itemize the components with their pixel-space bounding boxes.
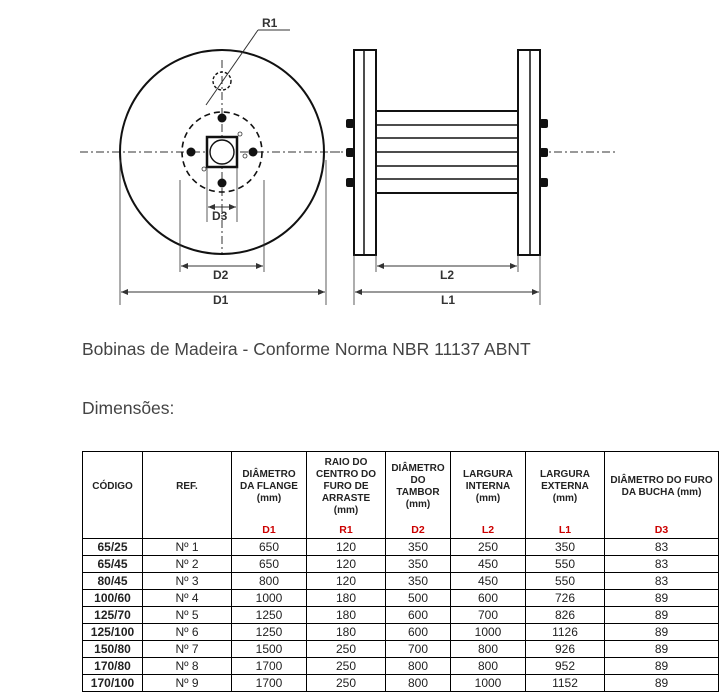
table-units-row bbox=[83, 522, 719, 539]
table-cell: 700 bbox=[451, 607, 526, 624]
table-cell: Nº 2 bbox=[143, 556, 232, 573]
table-row bbox=[83, 539, 719, 556]
unit-cell bbox=[83, 522, 143, 539]
header-diametro-bucha: DIÂMETRO DO FURO DA BUCHA (mm) bbox=[605, 452, 719, 523]
table-cell: Nº 4 bbox=[143, 590, 232, 607]
table-cell: 800 bbox=[386, 675, 451, 692]
header-codigo: CÓDIGO bbox=[83, 452, 143, 523]
table-cell: 1250 bbox=[232, 607, 307, 624]
unit-cell: L1 bbox=[526, 522, 605, 539]
table-cell: Nº 3 bbox=[143, 573, 232, 590]
table-row bbox=[83, 590, 719, 607]
unit-cell: D1 bbox=[232, 522, 307, 539]
table-cell: Nº 7 bbox=[143, 641, 232, 658]
table-cell: 700 bbox=[386, 641, 451, 658]
table-cell: Nº 8 bbox=[143, 658, 232, 675]
table-row bbox=[83, 624, 719, 641]
unit-cell: D2 bbox=[386, 522, 451, 539]
table-cell: 450 bbox=[451, 556, 526, 573]
page-title: Bobinas de Madeira - Conforme Norma NBR 11137 ABNT bbox=[82, 339, 531, 359]
table-cell: Nº 1 bbox=[143, 539, 232, 556]
table-cell: 1126 bbox=[526, 624, 605, 641]
code-cell: 125/70 bbox=[83, 607, 143, 624]
code-cell: 125/100 bbox=[83, 624, 143, 641]
table-header-row bbox=[83, 452, 719, 523]
table-row bbox=[83, 641, 719, 658]
bolt-bottom bbox=[218, 179, 227, 188]
table-cell: 1700 bbox=[232, 658, 307, 675]
table-cell: 926 bbox=[526, 641, 605, 658]
header-ref: REF. bbox=[143, 452, 232, 523]
table-cell: 1500 bbox=[232, 641, 307, 658]
label-l1: L1 bbox=[441, 293, 456, 307]
table-cell: 826 bbox=[526, 607, 605, 624]
table-row bbox=[83, 573, 719, 590]
code-cell: 100/60 bbox=[83, 590, 143, 607]
label-d3: D3 bbox=[212, 209, 228, 223]
label-r1: R1 bbox=[262, 16, 278, 30]
right-flange-outer bbox=[518, 50, 540, 255]
header-diametro-flange: DIÂMETRO DA FLANGE (mm) bbox=[232, 452, 307, 523]
table-cell: Nº 6 bbox=[143, 624, 232, 641]
table-cell: 89 bbox=[605, 658, 719, 675]
table-cell: 1152 bbox=[526, 675, 605, 692]
table-cell: 89 bbox=[605, 675, 719, 692]
table-cell: 350 bbox=[386, 539, 451, 556]
table-cell: 350 bbox=[526, 539, 605, 556]
table-cell: 800 bbox=[451, 641, 526, 658]
table-cell: 120 bbox=[307, 573, 386, 590]
table-cell: 726 bbox=[526, 590, 605, 607]
table-cell: 1000 bbox=[451, 624, 526, 641]
table-cell: 1000 bbox=[232, 590, 307, 607]
table-cell: 952 bbox=[526, 658, 605, 675]
table-cell: 600 bbox=[386, 607, 451, 624]
label-d2: D2 bbox=[213, 268, 229, 282]
table-cell: 1250 bbox=[232, 624, 307, 641]
code-cell: 80/45 bbox=[83, 573, 143, 590]
dimensions-table bbox=[82, 451, 719, 692]
dimensions-heading: Dimensões: bbox=[82, 398, 175, 418]
table-cell: 250 bbox=[307, 658, 386, 675]
table-cell: 450 bbox=[451, 573, 526, 590]
table-cell: 89 bbox=[605, 590, 719, 607]
bolt-left bbox=[187, 148, 196, 157]
table-cell: 800 bbox=[451, 658, 526, 675]
table-cell: 650 bbox=[232, 539, 307, 556]
table-cell: 250 bbox=[307, 641, 386, 658]
header-diametro-tambor: DIÂMETRO DO TAMBOR (mm) bbox=[386, 452, 451, 523]
table-cell: 89 bbox=[605, 607, 719, 624]
label-d1: D1 bbox=[213, 293, 229, 307]
table-row bbox=[83, 658, 719, 675]
table-cell: 120 bbox=[307, 539, 386, 556]
label-l2: L2 bbox=[440, 268, 455, 282]
header-largura-interna: LARGURA INTERNA (mm) bbox=[451, 452, 526, 523]
bolt-top bbox=[218, 114, 227, 123]
table-cell: 89 bbox=[605, 641, 719, 658]
unit-cell: R1 bbox=[307, 522, 386, 539]
table-cell: 1700 bbox=[232, 675, 307, 692]
table-cell: 550 bbox=[526, 573, 605, 590]
side-view bbox=[330, 50, 615, 307]
table-cell: 180 bbox=[307, 590, 386, 607]
table-cell: 120 bbox=[307, 556, 386, 573]
table-cell: 83 bbox=[605, 573, 719, 590]
table-cell: 250 bbox=[451, 539, 526, 556]
reel-technical-drawing bbox=[0, 0, 722, 315]
unit-cell bbox=[143, 522, 232, 539]
table-cell: 600 bbox=[386, 624, 451, 641]
table-cell: 83 bbox=[605, 556, 719, 573]
table-row bbox=[83, 556, 719, 573]
table-cell: Nº 5 bbox=[143, 607, 232, 624]
left-flange-outer bbox=[354, 50, 376, 255]
header-largura-externa: LARGURA EXTERNA (mm) bbox=[526, 452, 605, 523]
bolt-right bbox=[249, 148, 258, 157]
code-cell: 65/45 bbox=[83, 556, 143, 573]
table-cell: 180 bbox=[307, 607, 386, 624]
table-row bbox=[83, 675, 719, 692]
table-cell: 350 bbox=[386, 556, 451, 573]
table-cell: 1000 bbox=[451, 675, 526, 692]
hub-hole bbox=[210, 140, 234, 164]
table-body bbox=[83, 539, 719, 692]
header-raio-furo: RAIO DO CENTRO DO FURO DE ARRASTE (mm) bbox=[307, 452, 386, 523]
table-cell: Nº 9 bbox=[143, 675, 232, 692]
table-cell: 89 bbox=[605, 624, 719, 641]
table-cell: 650 bbox=[232, 556, 307, 573]
code-cell: 170/100 bbox=[83, 675, 143, 692]
code-cell: 150/80 bbox=[83, 641, 143, 658]
code-cell: 65/25 bbox=[83, 539, 143, 556]
unit-cell: L2 bbox=[451, 522, 526, 539]
table-cell: 250 bbox=[307, 675, 386, 692]
table-cell: 500 bbox=[386, 590, 451, 607]
table-cell: 800 bbox=[386, 658, 451, 675]
code-cell: 170/80 bbox=[83, 658, 143, 675]
unit-cell: D3 bbox=[605, 522, 719, 539]
table-cell: 180 bbox=[307, 624, 386, 641]
table-cell: 550 bbox=[526, 556, 605, 573]
front-view bbox=[80, 16, 340, 307]
table-row bbox=[83, 607, 719, 624]
table-cell: 800 bbox=[232, 573, 307, 590]
table-cell: 83 bbox=[605, 539, 719, 556]
table-cell: 350 bbox=[386, 573, 451, 590]
table-cell: 600 bbox=[451, 590, 526, 607]
